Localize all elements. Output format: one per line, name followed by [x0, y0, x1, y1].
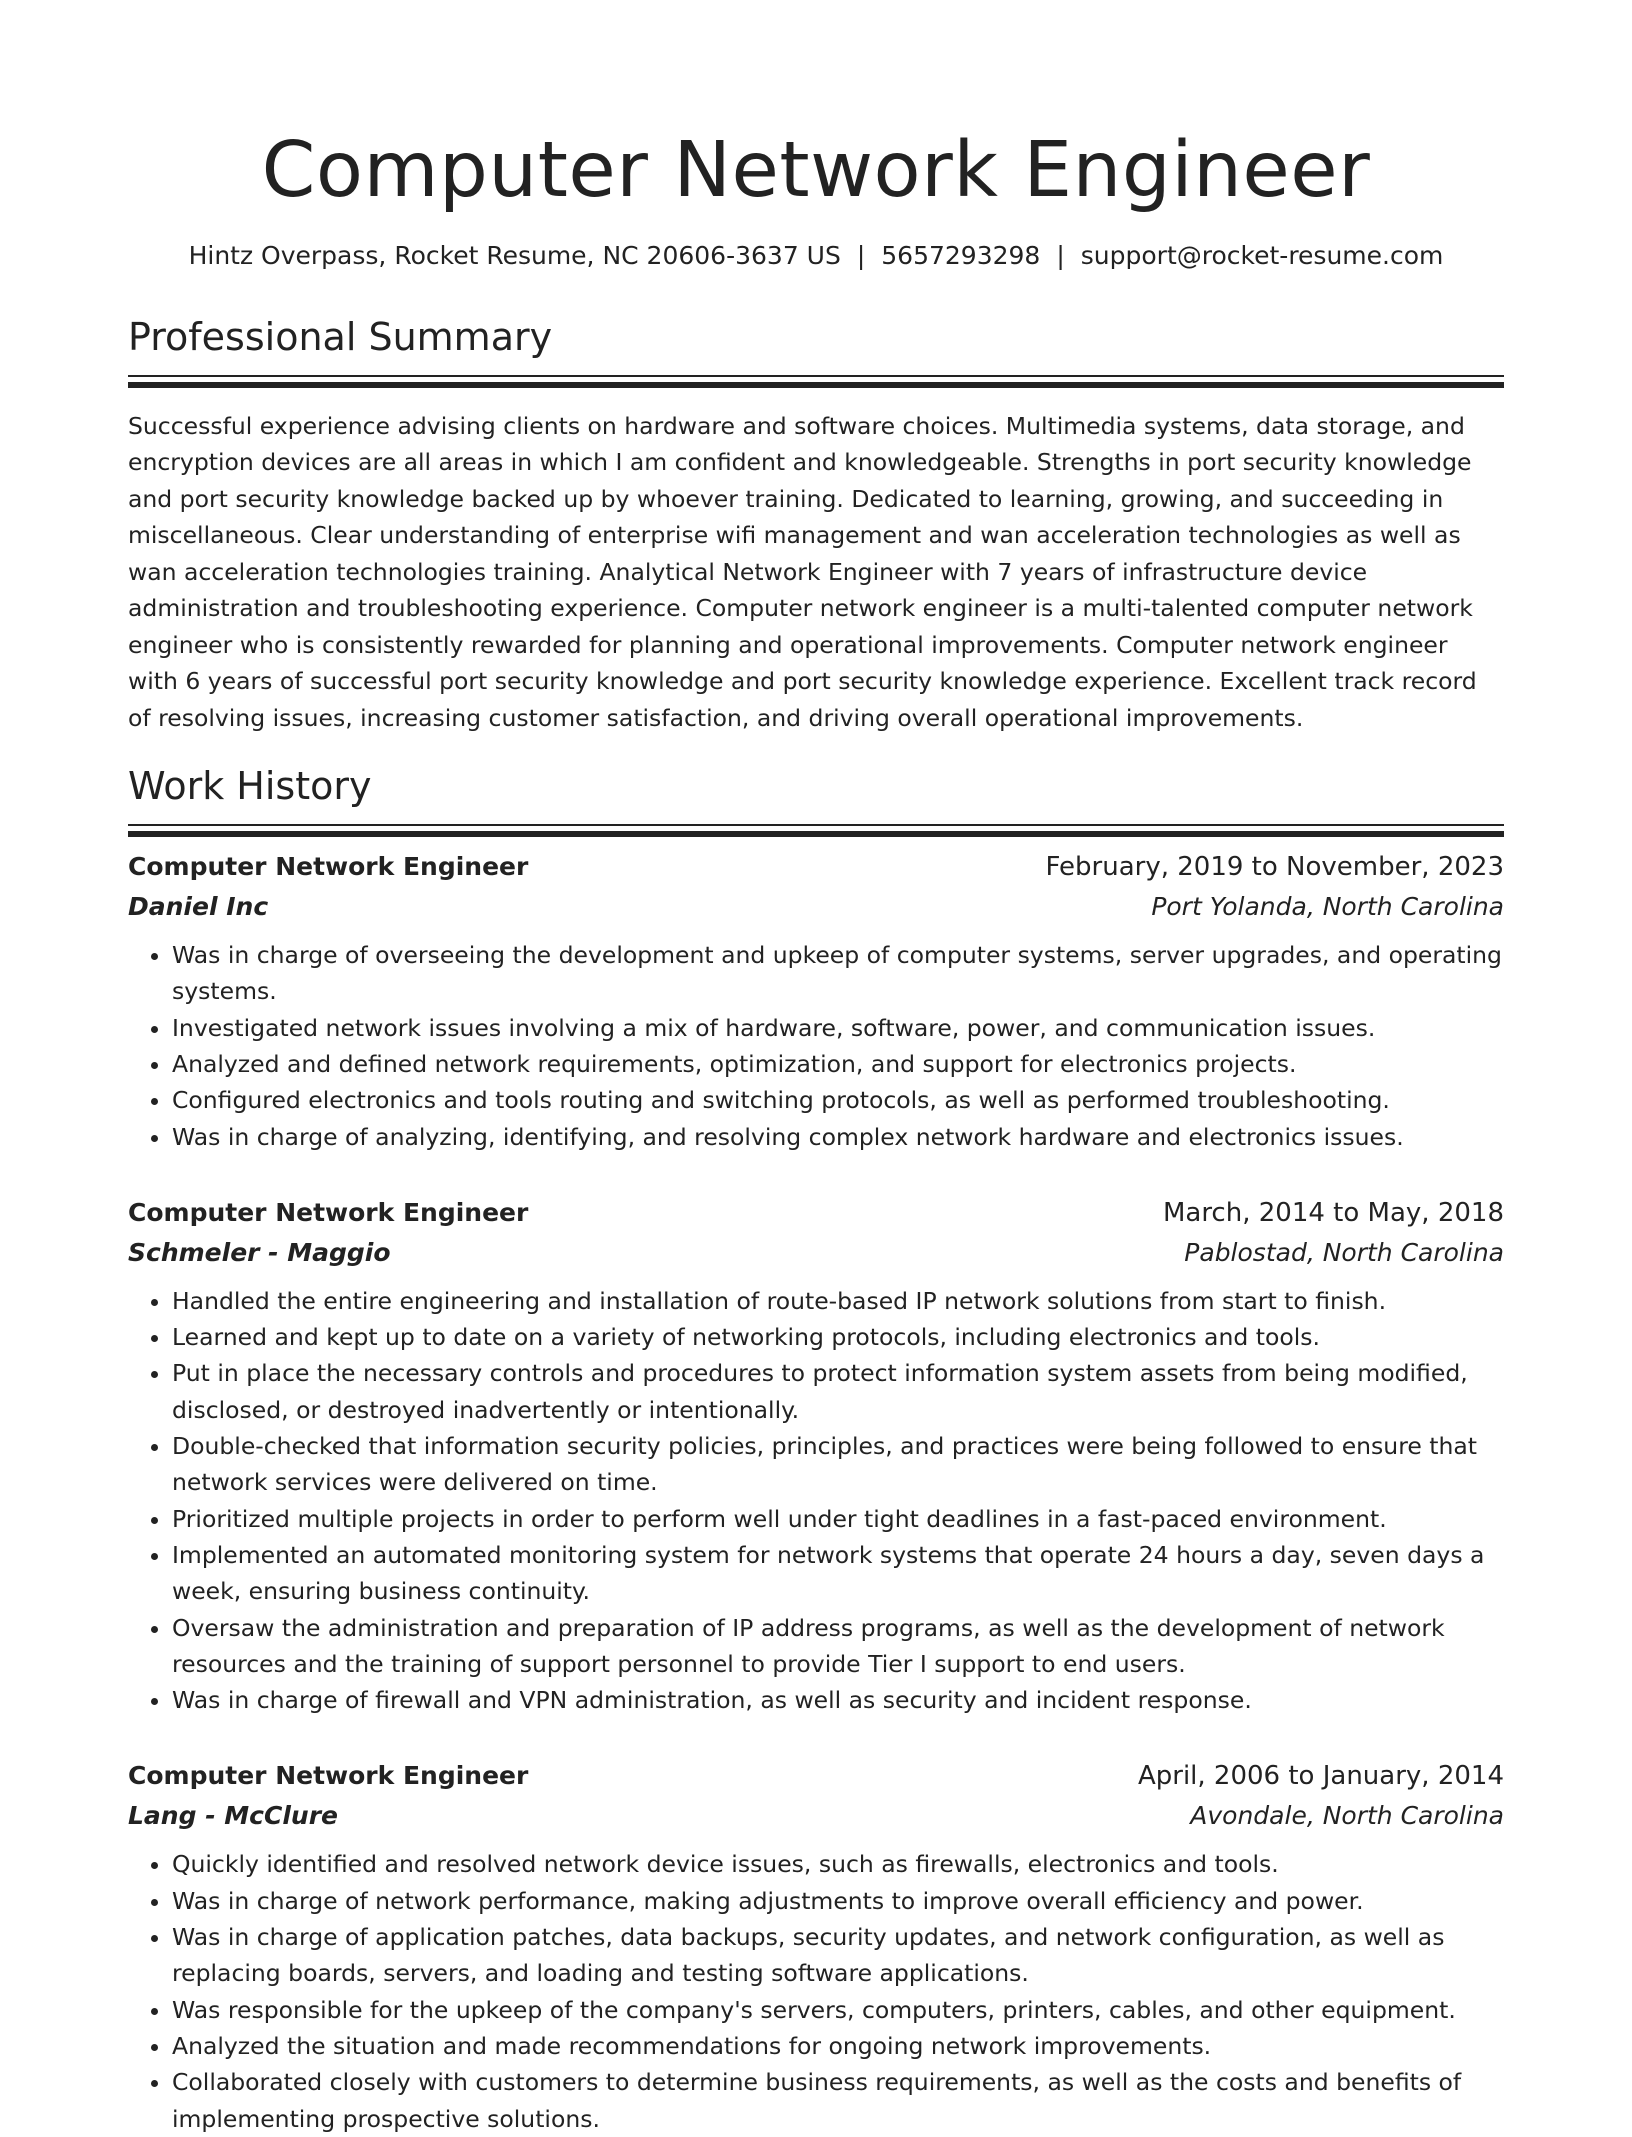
job-bullet: • Analyzed and defined network requirements, optimization, and support for electronics projects.	[172, 1046, 1504, 1082]
job-bullet: • Was in charge of network performance, making adjustments to improve overall efficiency and power.	[172, 1883, 1504, 1919]
contact-address: Hintz Overpass, Rocket Resume, NC 20606-3637 US	[188, 241, 841, 270]
job-bullets	[128, 1283, 1504, 1719]
job-company: Daniel Inc	[128, 892, 269, 922]
job-dates: February, 2019 to November, 2023	[1045, 852, 1504, 883]
summary-section-title: Professional Summary	[128, 315, 553, 359]
job-location: Pablostad, North Carolina	[1184, 1237, 1504, 1267]
job-title: Computer Network Engineer	[128, 1761, 529, 1791]
resume-name: Computer Network Engineer	[261, 126, 1371, 215]
contact-email: support@rocket-resume.com	[1080, 241, 1444, 270]
job-bullets	[128, 1846, 1504, 2136]
contact-separator: |	[856, 241, 866, 270]
contact-line	[128, 241, 1504, 271]
job-bullets	[128, 937, 1504, 1155]
job-bullet: • Configured electronics and tools routing and switching protocols, as well as performed troubleshooting.	[172, 1082, 1504, 1118]
job-bullet: • Prioritized multiple projects in order to perform well under tight deadlines in a fast-paced environment.	[172, 1501, 1504, 1537]
job-entry	[128, 1756, 1504, 2136]
job-header-row	[128, 1756, 1504, 1796]
job-entry	[128, 1193, 1504, 1719]
job-header-row	[128, 847, 1504, 887]
job-bullet: • Was in charge of application patches, data backups, security updates, and network configuration, as well as replacing boards, servers, and loading and testing software applications.	[172, 1919, 1504, 1992]
job-bullet: • Learned and kept up to date on a variety of networking protocols, including electronics and tools.	[172, 1319, 1504, 1355]
job-bullet: • Quickly identified and resolved network device issues, such as firewalls, electronics and tools.	[172, 1846, 1504, 1882]
contact-phone: 5657293298	[881, 241, 1041, 270]
job-bullet: • Handled the entire engineering and installation of route-based IP network solutions from start to finish.	[172, 1283, 1504, 1319]
job-company: Schmeler - Maggio	[128, 1237, 391, 1267]
work-history-list	[128, 847, 1504, 2137]
job-entry	[128, 847, 1504, 1155]
contact-separator: |	[1056, 241, 1065, 270]
section-divider	[128, 824, 1504, 831]
job-header-row	[128, 1193, 1504, 1233]
job-bullet: • Was responsible for the upkeep of the company's servers, computers, printers, cables, and other equipment.	[172, 1992, 1504, 2028]
job-dates: April, 2006 to January, 2014	[1137, 1761, 1504, 1792]
job-company: Lang - McClure	[128, 1801, 338, 1831]
job-dates: March, 2014 to May, 2018	[1162, 1197, 1504, 1228]
job-bullet: • Was in charge of firewall and VPN administration, as well as security and incident response.	[172, 1682, 1504, 1718]
job-bullet: • Was in charge of overseeing the development and upkeep of computer systems, server upgrades, and operating systems.	[172, 937, 1504, 1010]
section-divider	[128, 375, 1504, 382]
job-company-row	[128, 1796, 1504, 1836]
job-title: Computer Network Engineer	[128, 1197, 529, 1227]
job-title: Computer Network Engineer	[128, 852, 529, 882]
work-section-title: Work History	[128, 764, 372, 809]
job-bullet: • Investigated network issues involving a mix of hardware, software, power, and communication issues.	[172, 1010, 1504, 1046]
summary-text: Successful experience advising clients on hardware and software choices. Multimedia systems, data storage, and encryption devices are all areas in which I am confident and knowledgeable. Strengths in port security knowledge and port security knowledge backed up by whoever training. Dedicated to learning, growing, and succeeding in miscellaneous. Clear understanding of enterprise wifi management and wan acceleration technologies as well as wan acceleration technologies training. Analytical Network Engineer with 7 years of infrastructure device administration and troubleshooting experience. Computer network engineer is a multi-talented computer network engineer who is consistently rewarded for planning and operational improvements. Computer network engineer with 6 years of successful port security knowledge and port security knowledge experience. Excellent track record of resolving issues, increasing customer satisfaction, and driving overall operational improvements.	[128, 411, 1477, 732]
job-bullet: • Collaborated closely with customers to determine business requirements, as well as the costs and benefits of implementing prospective solutions.	[172, 2064, 1504, 2137]
job-bullet: • Implemented an automated monitoring system for network systems that operate 24 hours a day, seven days a week, ensuring business continuity.	[172, 1537, 1504, 1610]
job-bullet: • Was in charge of analyzing, identifying, and resolving complex network hardware and electronics issues.	[172, 1119, 1504, 1155]
job-location: Port Yolanda, North Carolina	[1151, 892, 1504, 922]
job-company-row	[128, 1233, 1504, 1273]
job-bullet: • Oversaw the administration and preparation of IP address programs, as well as the development of network resources and the training of support personnel to provide Tier I support to end users.	[172, 1610, 1504, 1683]
job-bullet: • Put in place the necessary controls and procedures to protect information system assets from being modified, disclosed, or destroyed inadvertently or intentionally.	[172, 1355, 1504, 1428]
job-location: Avondale, North Carolina	[1190, 1801, 1504, 1831]
job-company-row	[128, 887, 1504, 927]
job-bullet: • Analyzed the situation and made recommendations for ongoing network improvements.	[172, 2028, 1504, 2064]
job-bullet: • Double-checked that information security policies, principles, and practices were being followed to ensure that network services were delivered on time.	[172, 1428, 1504, 1501]
